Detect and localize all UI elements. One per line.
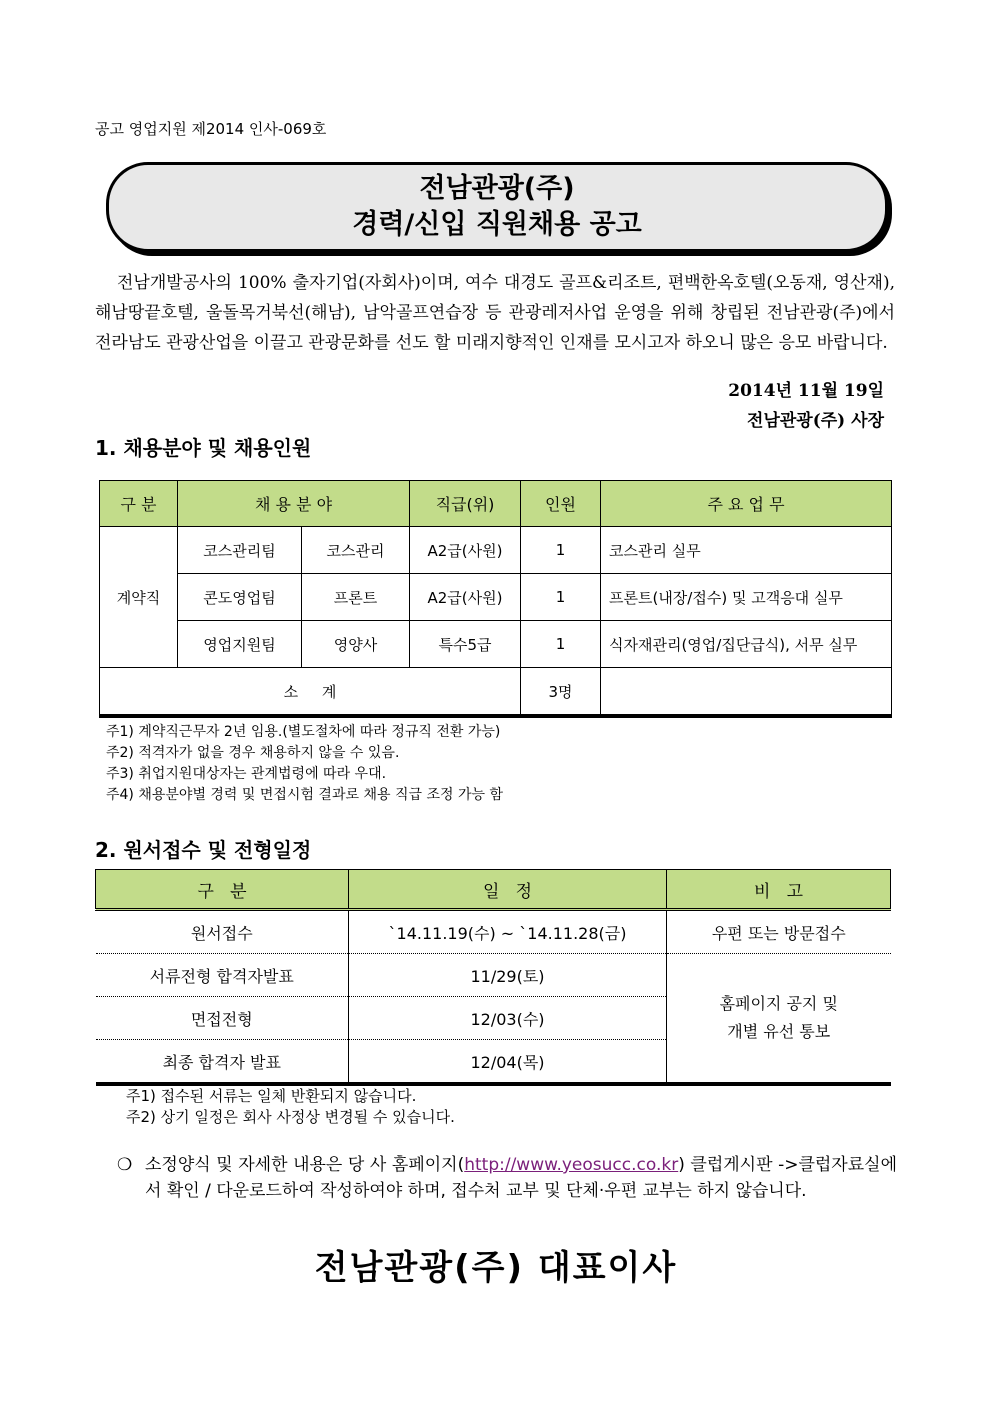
intro-paragraph [95,268,895,358]
stage-cell: 면접전형 [96,997,349,1040]
note-item: 주1) 계약직근무자 2년 임용.(별도절차에 따라 정규직 전환 가능) [106,724,501,740]
stage-cell: 최종 합격자 발표 [96,1040,349,1085]
grade-cell: A2급(사원) [410,574,521,621]
note-item: 주1) 접수된 서류는 일체 반환되지 않습니다. [126,1087,417,1105]
info-text-before: 소정양식 및 자세한 내용은 당 사 홈페이지( [145,1155,465,1175]
title-main: 경력/신입 직원채용 공고 [352,209,642,240]
info-text [145,1152,897,1204]
duty-cell: 프론트(내장/접수) 및 고객응대 실무 [601,574,892,621]
notice-date: 2014년 11월 19일 [728,381,884,401]
schedule-cell: 11/29(토) [349,954,667,997]
table-row [100,621,892,668]
team-cell: 코스관리팀 [178,527,302,574]
category-cell: 계약직 [100,527,178,668]
subtotal-label: 소 계 [100,668,521,717]
title-company: 전남관광(주) [419,173,575,204]
title-box [106,162,888,252]
grade-cell: A2급(사원) [410,527,521,574]
note-item: 주3) 취업지원대상자는 관계법령에 따라 우대. [106,766,387,782]
duty-cell: 식자재관리(영업/집단급식), 서무 실무 [601,621,892,668]
schedule-cell: `14.11.19(수) ~ `14.11.28(금) [349,910,667,954]
recruit-header-row [100,481,892,527]
stage-cell: 서류전형 합격자발표 [96,954,349,997]
merged-note-line: 홈페이지 공지 및 [719,994,838,1013]
duty-cell: 코스관리 실무 [601,527,892,574]
header-schedule: 일 정 [349,870,667,910]
team-cell: 콘도영업팀 [178,574,302,621]
table-row [100,527,892,574]
info-paragraph [117,1152,897,1204]
count-cell: 1 [521,621,601,668]
schedule-header-row [96,870,891,910]
count-cell: 1 [521,574,601,621]
header-stage: 구 분 [96,870,349,910]
field-cell: 코스관리 [302,527,410,574]
schedule-cell: 12/04(목) [349,1040,667,1085]
subtotal-count: 3명 [521,668,601,717]
subtotal-empty [601,668,892,717]
grade-cell: 특수5급 [410,621,521,668]
field-cell: 프론트 [302,574,410,621]
stage-cell: 원서접수 [96,910,349,954]
recruit-table [99,480,892,718]
subtotal-row [100,668,892,717]
section2-heading: 2. 원서접수 및 전형일정 [95,838,312,862]
count-cell: 1 [521,527,601,574]
note-cell: 우편 또는 방문접수 [667,910,891,954]
notice-number: 공고 영업지원 제2014 인사-069호 [95,120,327,138]
homepage-link[interactable]: http://www.yeosucc.co.kr [464,1155,679,1175]
info-text-after: ) 클럽게시판 ->클럽자료실에서 확인 / 다운로드하여 작성하여야 하며, 접수처 교부 및 단체·우편 교부는 하지 않습니다. [145,1155,897,1201]
ceo-signature: 전남관광(주) 대표이사 [314,1248,678,1288]
schedule-cell: 12/03(수) [349,997,667,1040]
field-cell: 영양사 [302,621,410,668]
intro-text: 전남개발공사의 100% 출자기업(자회사)이며, 여수 대경도 골프&리조트, 편백한옥호텔(오동재, 영산재), 해남땅끝호텔, 울돌목거북선(해남), 남악골프연습장 등 관광레저사업 운영을 위해 창립된 전남관광(주)에서 전라남도 관광산업을 이끌고 관광문화를 선도 할 미래지향적인 인재를 모시고자 하오니 많은 응모 바랍니다. [95,273,895,353]
table-row [96,954,891,997]
company-signature: 전남관광(주) 사장 [747,411,884,431]
header-grade: 직급(위) [410,481,521,527]
note-item: 주2) 상기 일정은 회사 사정상 변경될 수 있습니다. [126,1108,455,1126]
note-item: 주2) 적격자가 없을 경우 채용하지 않을 수 있음. [106,745,400,761]
schedule-table [95,869,891,1086]
merged-note-line: 개별 유선 통보 [727,1022,831,1041]
section1-notes [106,722,503,806]
table-row [96,910,891,954]
table-row [100,574,892,621]
header-duty: 주 요 업 무 [601,481,892,527]
merged-note-cell [667,954,891,1085]
circle-bullet-icon: ❍ [117,1155,133,1175]
header-note: 비 고 [667,870,891,910]
header-category: 구 분 [100,481,178,527]
header-count: 인원 [521,481,601,527]
section1-heading: 1. 채용분야 및 채용인원 [95,436,312,460]
note-item: 주4) 채용분야별 경력 및 면접시험 결과로 채용 직급 조정 가능 함 [106,787,503,803]
header-field: 채 용 분 야 [178,481,410,527]
team-cell: 영업지원팀 [178,621,302,668]
section2-notes [126,1086,455,1128]
